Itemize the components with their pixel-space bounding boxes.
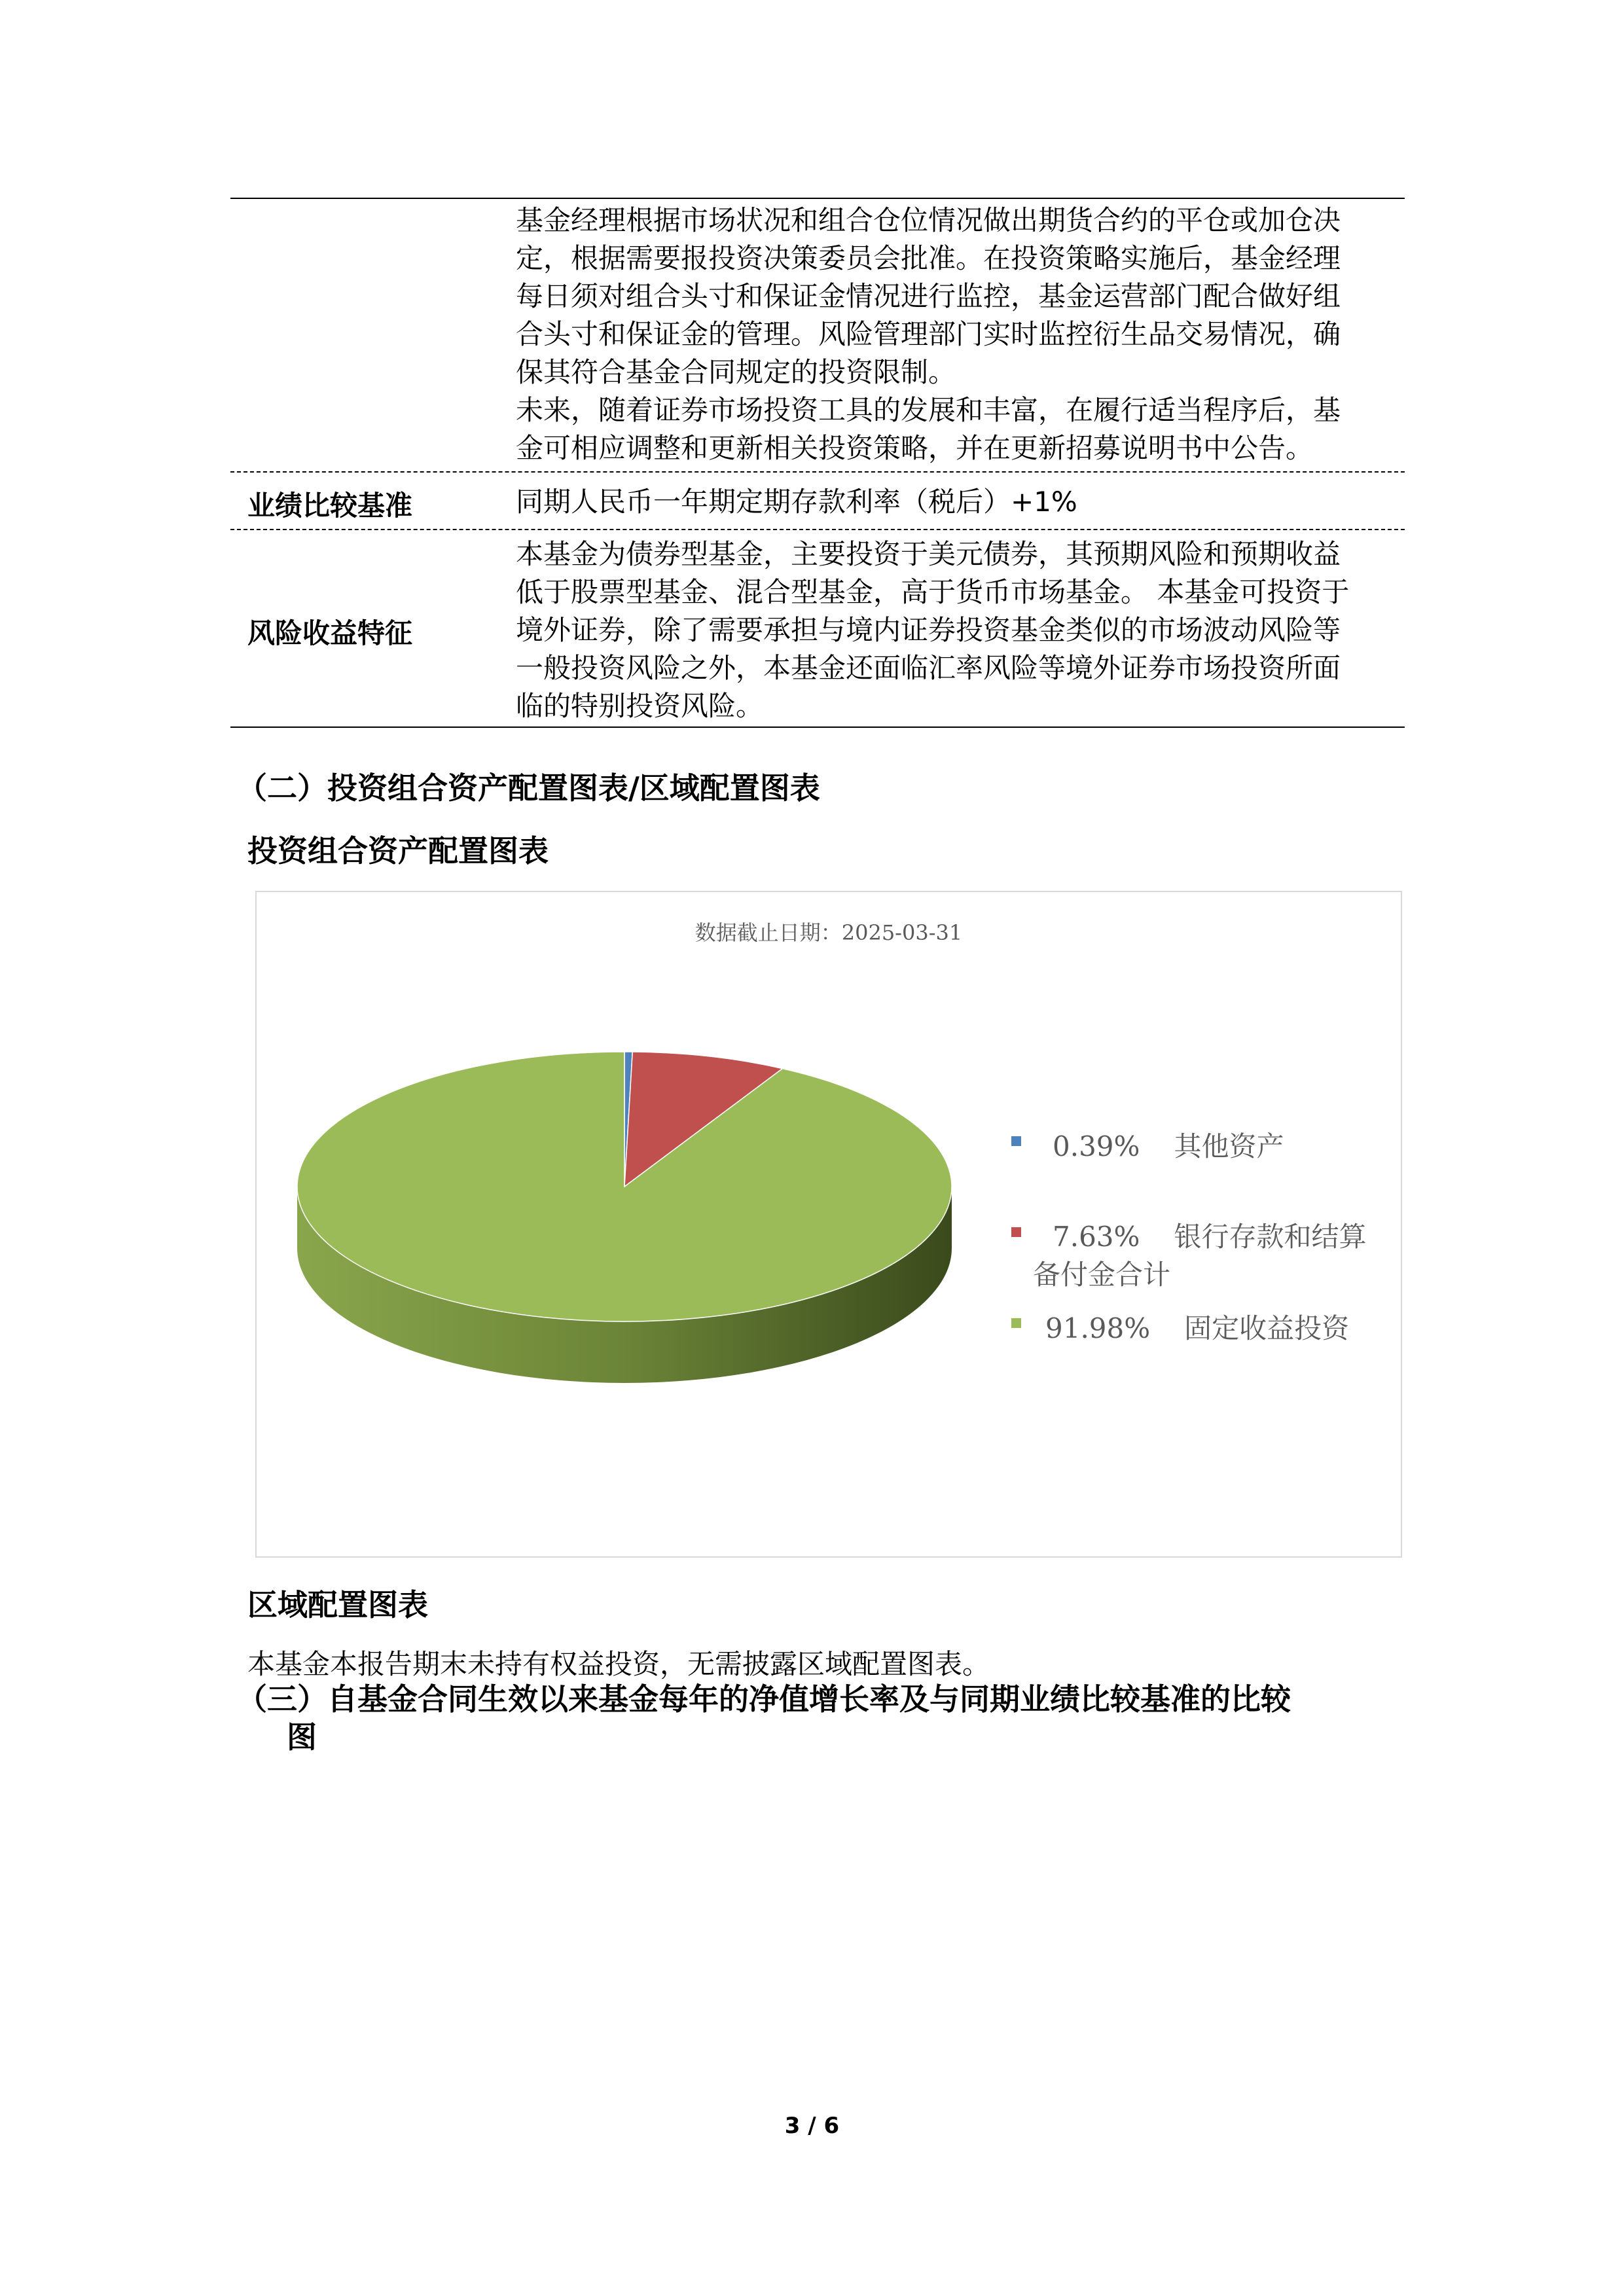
page-number: 3 / 6 xyxy=(784,2113,840,2139)
chart-title: 数据截止日期：2025-03-31 xyxy=(695,920,963,945)
legend-item-bank xyxy=(1053,1215,1366,1255)
region-heading: 区域配置图表 xyxy=(247,1587,428,1623)
risk-line: 本基金为债券型基金，主要投资于美元债券，其预期风险和预期收益 xyxy=(516,538,1341,570)
pie-slice-fixed-income xyxy=(297,1052,952,1321)
benchmark-value: 同期人民币一年期定期存款利率（税后）+1% xyxy=(516,486,1077,518)
strategy-line: 保其符合基金合同规定的投资限制。 xyxy=(516,356,956,388)
chart-heading: 投资组合资产配置图表 xyxy=(247,833,549,869)
section2-heading: （二）投资组合资产配置图表/区域配置图表 xyxy=(237,770,820,806)
legend-swatch-bank xyxy=(1011,1227,1021,1237)
risk-line: 低于股票型基金、混合型基金，高于货币市场基金。 本基金可投资于 xyxy=(516,576,1350,608)
legend-swatch-fixed-income xyxy=(1011,1318,1021,1328)
risk-label: 风险收益特征 xyxy=(247,617,413,649)
legend-name: 其他资产 xyxy=(1174,1130,1284,1162)
strategy-line: 基金经理根据市场状况和组合仓位情况做出期货合约的平仓或加仓决 xyxy=(516,204,1341,236)
legend-pct: 7.63% xyxy=(1053,1221,1140,1253)
risk-line: 一般投资风险之外，本基金还面临汇率风险等境外证券市场投资所面 xyxy=(516,652,1341,684)
row-divider xyxy=(230,529,1405,530)
table-top-rule xyxy=(230,198,1405,199)
section3-heading-cont: 图 xyxy=(287,1719,317,1755)
strategy-line: 未来，随着证券市场投资工具的发展和丰富，在履行适当程序后，基 xyxy=(516,394,1341,426)
pie-group xyxy=(297,1052,952,1383)
table-bottom-rule xyxy=(230,726,1405,728)
region-text: 本基金本报告期末未持有权益投资，无需披露区域配置图表。 xyxy=(247,1648,990,1680)
strategy-line: 定，根据需要报投资决策委员会批准。在投资策略实施后，基金经理 xyxy=(516,242,1341,274)
section3-heading: （三）自基金合同生效以来基金每年的净值增长率及与同期业绩比较基准的比较 xyxy=(237,1681,1291,1717)
risk-line: 境外证券，除了需要承担与境内证券投资基金类似的市场波动风险等 xyxy=(516,614,1341,646)
legend-pct: 91.98% xyxy=(1045,1312,1151,1344)
risk-line: 临的特别投资风险。 xyxy=(516,690,764,722)
legend-name: 固定收益投资 xyxy=(1184,1312,1350,1344)
legend-item-bank-line2: 备付金合计 xyxy=(1033,1259,1171,1291)
asset-allocation-chart xyxy=(255,891,1402,1558)
legend-item-other xyxy=(1053,1125,1284,1164)
benchmark-label: 业绩比较基准 xyxy=(247,490,413,522)
row-divider xyxy=(230,471,1405,473)
strategy-line: 金可相应调整和更新相关投资策略，并在更新招募说明书中公告。 xyxy=(516,432,1314,464)
strategy-line: 合头寸和保证金的管理。风险管理部门实时监控衍生品交易情况，确 xyxy=(516,318,1341,350)
legend-swatch-other xyxy=(1011,1136,1021,1146)
strategy-line: 每日须对组合头寸和保证金情况进行监控，基金运营部门配合做好组 xyxy=(516,280,1341,312)
legend-name: 银行存款和结算 xyxy=(1174,1221,1367,1253)
legend-item-fixed-income xyxy=(1045,1307,1349,1346)
legend-pct: 0.39% xyxy=(1053,1130,1140,1162)
